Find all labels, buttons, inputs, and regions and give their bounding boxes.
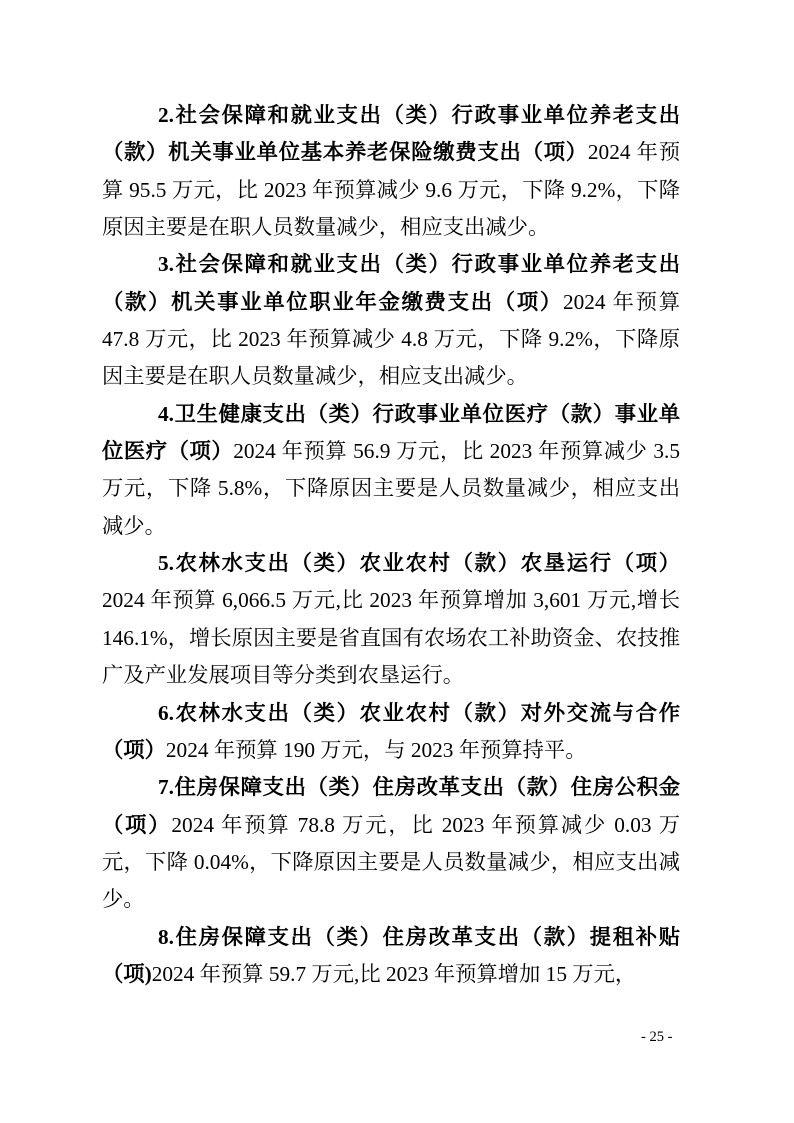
budget-paragraph-5-heading: 5.农林水支出（类）农业农村（款）农垦运行（项） <box>158 551 680 576</box>
budget-paragraph-7-heading: 7.住房保障支出（类）住房改革支出（款）住房公积金（项） <box>102 775 680 837</box>
budget-paragraph-8-body: 2024 年预算 59.7 万元,比 2023 年预算增加 15 万元， <box>151 961 637 986</box>
budget-paragraph-4 <box>102 396 680 545</box>
budget-paragraph-2-heading: 2.社会保障和就业支出（类）行政事业单位养老支出（款）机关事业单位基本养老保险缴费支出（项） <box>102 103 680 165</box>
budget-paragraph-6-heading: 6.农林水支出（类）农业农村（款）对外交流与合作（项） <box>102 700 680 762</box>
budget-paragraph-2 <box>102 97 680 246</box>
budget-paragraph-4-heading: 4.卫生健康支出（类）行政事业单位医疗（款）事业单位医疗（项） <box>102 401 680 464</box>
budget-paragraph-5-body: 2024 年预算 6,066.5 万元,比 2023 年预算增加 3,601 万元,增长 146.1%，增长原因主要是省直国有农场农工补助资金、农技推广及产业发展项目等分类到农垦运行。 <box>102 588 680 688</box>
budget-paragraph-8 <box>102 919 680 994</box>
budget-paragraph-7-body: 2024 年预算 78.8 万元，比 2023 年预算减少 0.03 万元，下降 0.04%，下降原因主要是人员数量减少，相应支出减少。 <box>102 812 680 912</box>
budget-paragraph-8-heading: 8.住房保障支出（类）住房改革支出（款）提租补贴（项) <box>102 924 680 986</box>
budget-paragraph-3 <box>102 246 680 395</box>
budget-paragraph-6 <box>102 695 680 770</box>
budget-paragraph-2-body: 2024 年预算 95.5 万元，比 2023 年预算减少 9.6 万元，下降 9.2%，下降原因主要是在职人员数量减少，相应支出减少。 <box>102 140 680 240</box>
page-number: - 25 - <box>641 1029 673 1045</box>
budget-paragraph-6-body: 2024 年预算 190 万元，与 2023 年预算持平。 <box>165 737 587 762</box>
budget-paragraph-4-body: 2024 年预算 56.9 万元，比 2023 年预算减少 3.5 万元，下降 5.8%，下降原因主要是人员数量减少，相应支出减少。 <box>102 439 680 538</box>
budget-paragraph-7 <box>102 769 680 918</box>
budget-paragraph-3-body: 2024 年预算 47.8 万元，比 2023 年预算减少 4.8 万元，下降 9.2%，下降原因主要是在职人员数量减少，相应支出减少。 <box>102 289 680 389</box>
budget-paragraph-3-heading: 3.社会保障和就业支出（类）行政事业单位养老支出（款）机关事业单位职业年金缴费支出（项） <box>102 252 680 314</box>
document-body-text <box>102 97 680 993</box>
budget-paragraph-5 <box>102 545 680 694</box>
